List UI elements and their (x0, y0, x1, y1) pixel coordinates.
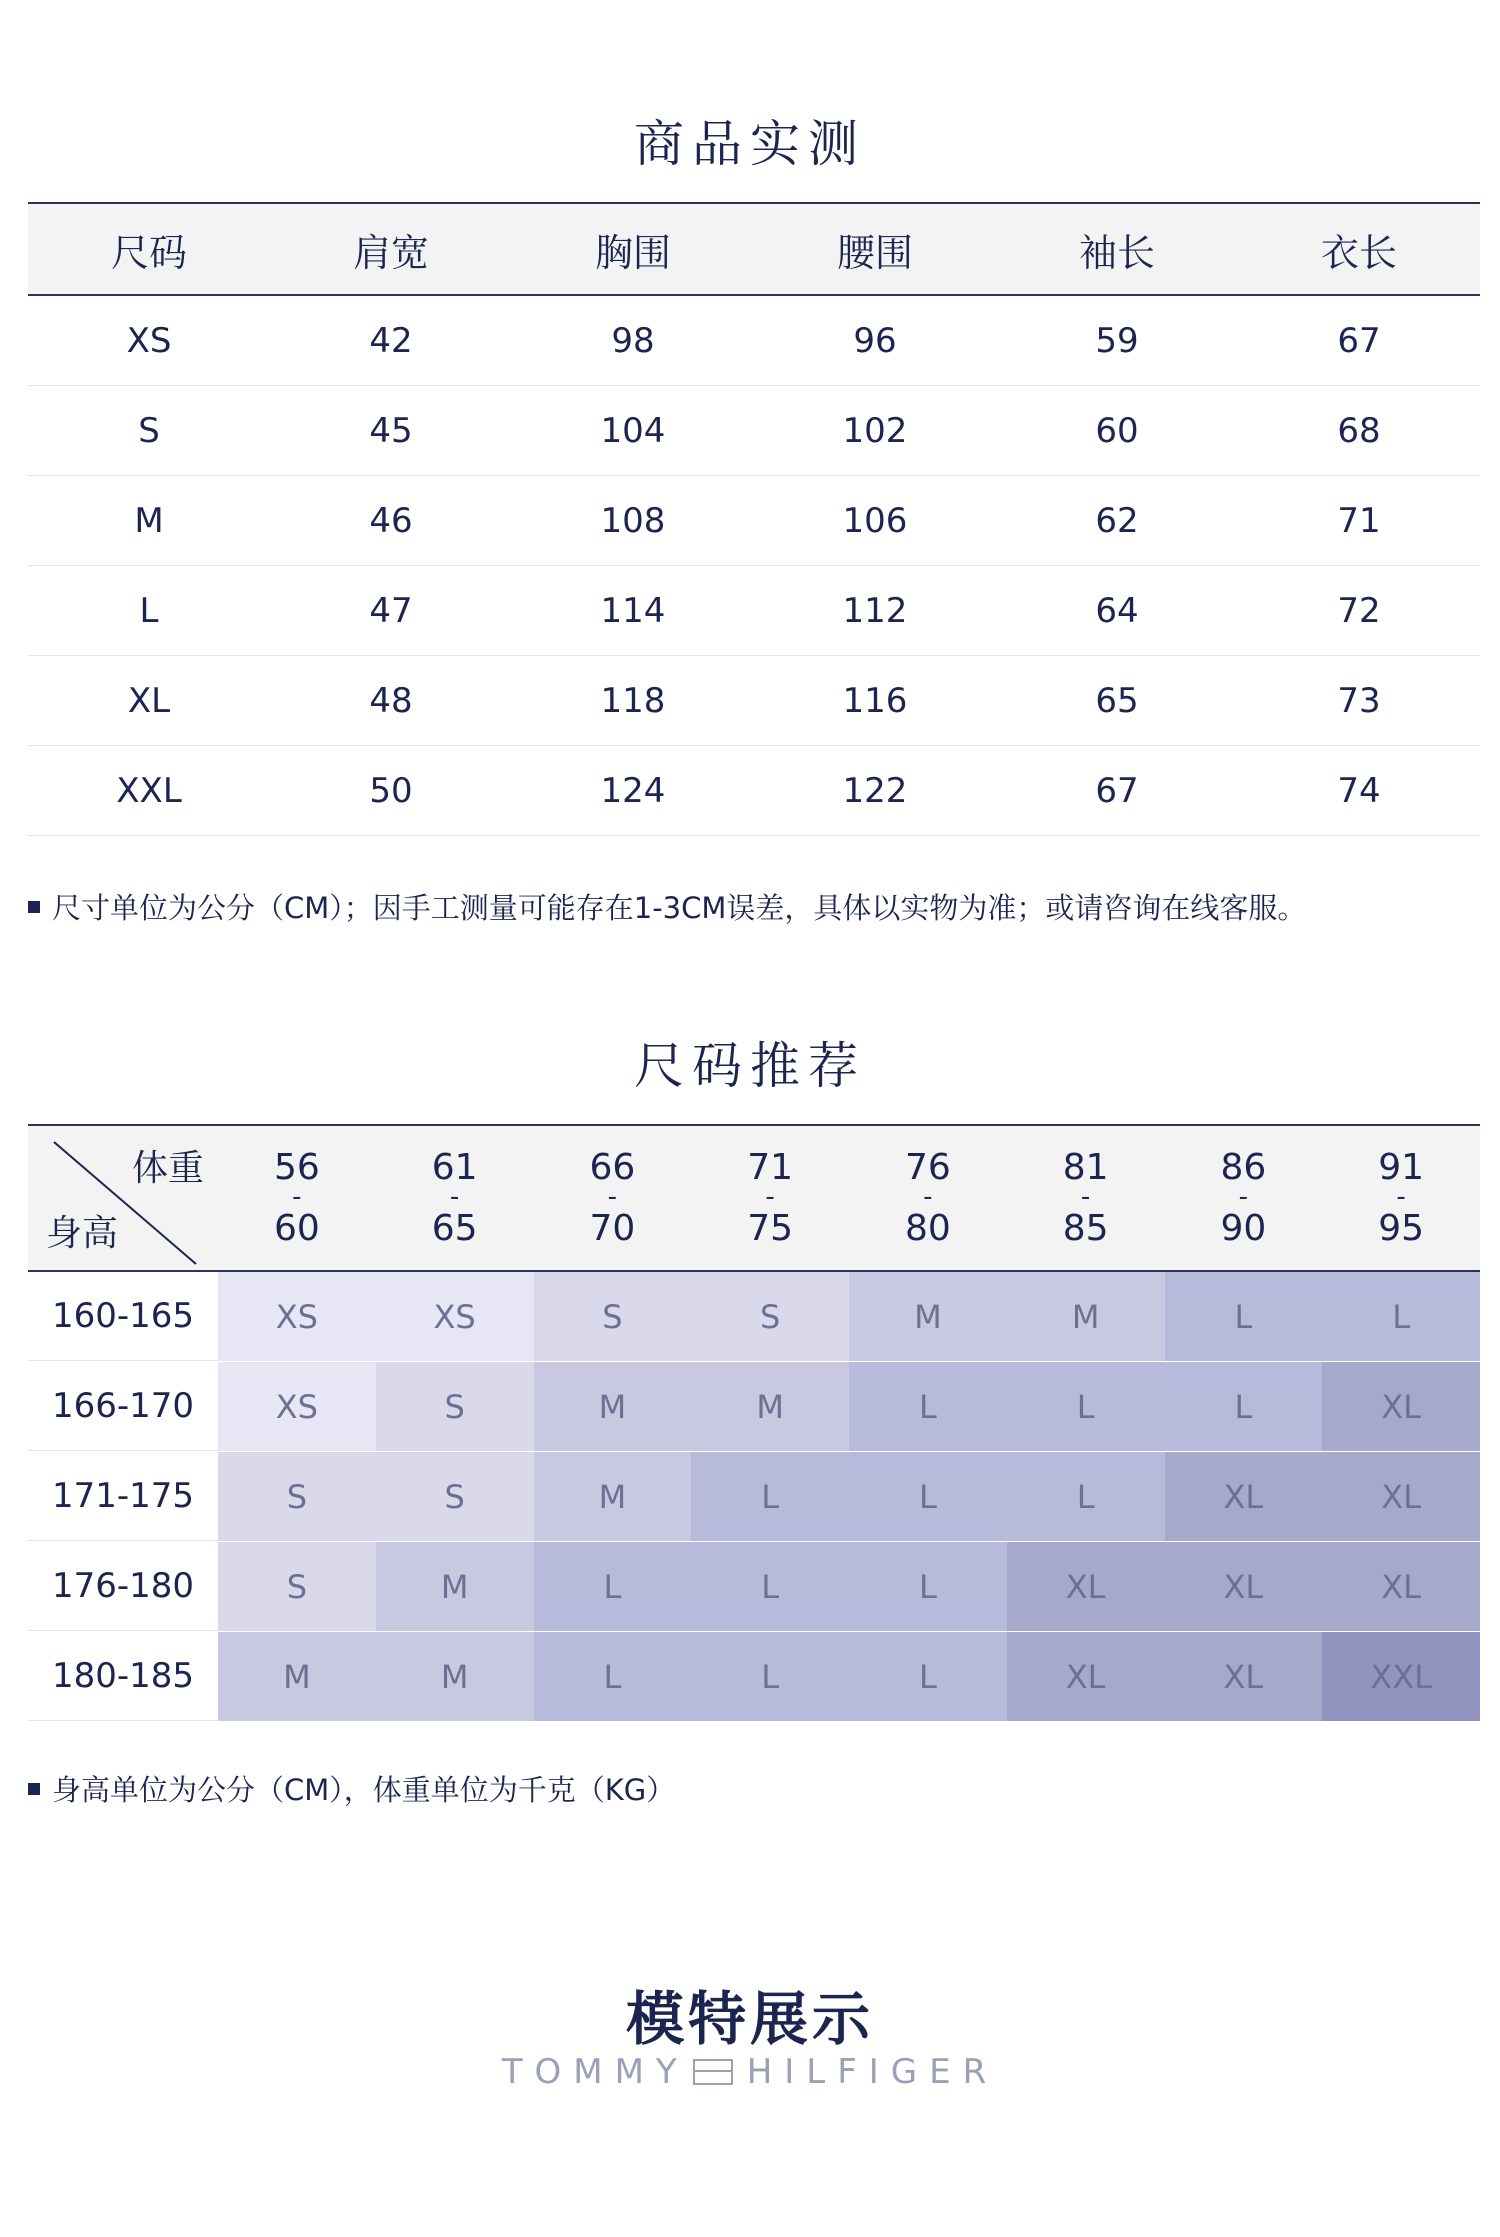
cell: 65 (1095, 680, 1139, 721)
bullet-square-icon (28, 1783, 40, 1795)
weight-dash: - (923, 1182, 933, 1213)
cell: 108 (600, 500, 666, 541)
cell: 114 (600, 590, 666, 631)
size-cell: L (849, 1362, 1007, 1451)
size-cell: L (1165, 1272, 1323, 1361)
weight-range (218, 1126, 376, 1270)
header-length: 衣长 (1320, 230, 1397, 275)
weight-max: 60 (273, 1207, 320, 1249)
height-range-label: 176-180 (28, 1542, 218, 1631)
cell: XL (127, 680, 171, 721)
weight-dash: - (1080, 1182, 1091, 1213)
measurement-note (28, 886, 1306, 927)
weight-dash: - (1238, 1182, 1249, 1213)
table-row (28, 476, 1480, 566)
cell: 60 (1095, 410, 1139, 451)
size-cell: XL (1322, 1452, 1480, 1541)
weight-max: 70 (589, 1207, 636, 1249)
brand-left-text: TOMMY (501, 2052, 689, 2092)
weight-max: 80 (904, 1207, 951, 1249)
table-row (28, 1362, 1480, 1452)
cell: 73 (1337, 680, 1381, 721)
cell: 72 (1337, 590, 1381, 631)
size-cell: L (1165, 1362, 1323, 1451)
weight-max: 90 (1220, 1207, 1267, 1249)
size-cell: M (376, 1632, 534, 1721)
cell: XXL (116, 770, 182, 811)
size-cell: M (1007, 1272, 1165, 1361)
size-cell: L (691, 1452, 849, 1541)
size-cell: S (691, 1272, 849, 1361)
bullet-square-icon (28, 901, 40, 913)
cell: 116 (842, 680, 908, 721)
size-cell: XL (1165, 1632, 1323, 1721)
height-range-label: 166-170 (28, 1362, 218, 1451)
weight-min: 71 (747, 1146, 794, 1188)
header-size: 尺码 (110, 230, 187, 275)
cell: XS (126, 320, 172, 361)
weight-range (1007, 1126, 1165, 1270)
size-cell: XL (1165, 1542, 1323, 1631)
table-row (28, 386, 1480, 476)
height-range-label: 160-165 (28, 1272, 218, 1361)
size-cell: L (691, 1542, 849, 1631)
size-cell: L (691, 1632, 849, 1721)
size-cell: XS (218, 1362, 376, 1451)
size-cell: L (1322, 1272, 1480, 1361)
header-waist: 腰围 (836, 230, 913, 275)
cell: 122 (842, 770, 908, 811)
cell: 124 (600, 770, 666, 811)
measurement-title: 商品实测 (634, 115, 866, 173)
weight-range (849, 1126, 1007, 1270)
size-cell: L (849, 1632, 1007, 1721)
cell: 67 (1337, 320, 1381, 361)
size-cell: L (1007, 1452, 1165, 1541)
weight-min: 66 (589, 1146, 636, 1188)
size-cell: XL (1165, 1452, 1323, 1541)
size-cell: M (534, 1452, 692, 1541)
size-cell: S (218, 1542, 376, 1631)
weight-min: 81 (1062, 1146, 1109, 1188)
table-row (28, 1542, 1480, 1632)
weight-dash: - (607, 1182, 618, 1213)
weight-range (1165, 1126, 1323, 1270)
weight-range (1322, 1126, 1480, 1270)
height-range-label: 180-185 (28, 1632, 218, 1721)
weight-dash: - (292, 1182, 302, 1213)
weight-max: 85 (1062, 1207, 1109, 1249)
brand-logo (0, 2052, 1500, 2092)
recommend-title: 尺码推荐 (634, 1037, 866, 1095)
table-row (28, 296, 1480, 386)
corner-weight-label: 体重 (131, 1148, 204, 1189)
measurement-table (28, 202, 1480, 836)
weight-max: 95 (1378, 1207, 1425, 1249)
size-cell: M (534, 1362, 692, 1451)
size-cell: S (218, 1452, 376, 1541)
cell: 68 (1337, 410, 1381, 451)
size-cell: S (376, 1362, 534, 1451)
measurement-header-row (28, 202, 1480, 296)
cell: 118 (600, 680, 666, 721)
cell: 104 (600, 410, 666, 451)
cell: 50 (369, 770, 413, 811)
size-cell: S (376, 1452, 534, 1541)
cell: 74 (1337, 770, 1381, 811)
weight-range (691, 1126, 849, 1270)
cell: 64 (1095, 590, 1139, 631)
cell: S (138, 410, 160, 451)
cell: 98 (611, 320, 655, 361)
cell: 62 (1095, 500, 1139, 541)
flag-icon (693, 2059, 733, 2085)
header-sleeve: 袖长 (1078, 230, 1155, 275)
size-recommend-grid (28, 1124, 1480, 1722)
cell: 47 (369, 590, 413, 631)
weight-min: 91 (1378, 1146, 1425, 1188)
size-cell: M (376, 1542, 534, 1631)
table-row (28, 1632, 1480, 1722)
cell: 112 (842, 590, 908, 631)
table-row (28, 746, 1480, 836)
corner-height-label: 身高 (46, 1213, 119, 1254)
weight-min: 56 (273, 1146, 320, 1188)
measurement-note-text: 尺寸单位为公分（CM）；因手工测量可能存在1-3CM误差，具体以实物为准；或请咨询在线客服。 (52, 891, 1307, 925)
model-title: 模特展示 (625, 1985, 874, 2053)
weight-dash: - (449, 1182, 460, 1213)
weight-range (376, 1126, 534, 1270)
size-cell: XS (376, 1272, 534, 1361)
cell: 59 (1095, 320, 1139, 361)
size-cell: M (218, 1632, 376, 1721)
height-range-label: 171-175 (28, 1452, 218, 1541)
size-cell: M (691, 1362, 849, 1451)
weight-min: 86 (1220, 1146, 1267, 1188)
size-cell: S (534, 1272, 692, 1361)
cell: 67 (1095, 770, 1139, 811)
corner-cell (28, 1126, 218, 1270)
cell: 42 (369, 320, 413, 361)
size-cell: XL (1322, 1362, 1480, 1451)
recommend-note-text: 身高单位为公分（CM），体重单位为千克（KG） (52, 1773, 676, 1807)
size-cell: XL (1007, 1632, 1165, 1721)
cell: 71 (1337, 500, 1381, 541)
cell: 48 (369, 680, 413, 721)
weight-header-row (28, 1124, 1480, 1272)
size-cell: XS (218, 1272, 376, 1361)
weight-max: 75 (747, 1207, 794, 1249)
size-cell: XXL (1322, 1632, 1480, 1721)
cell: 96 (853, 320, 897, 361)
weight-range (534, 1126, 692, 1270)
recommend-note (28, 1768, 675, 1809)
header-chest: 胸围 (594, 230, 671, 275)
size-cell: L (534, 1632, 692, 1721)
size-cell: L (1007, 1362, 1165, 1451)
cell: 102 (842, 410, 908, 451)
size-cell: M (849, 1272, 1007, 1361)
size-cell: L (849, 1452, 1007, 1541)
header-shoulder: 肩宽 (352, 230, 429, 275)
size-cell: XL (1322, 1542, 1480, 1631)
size-cell: XL (1007, 1542, 1165, 1631)
table-row (28, 1452, 1480, 1542)
weight-dash: - (765, 1182, 775, 1213)
size-cell: L (849, 1542, 1007, 1631)
weight-max: 65 (431, 1207, 478, 1249)
brand-right-text: HILFIGER (746, 2052, 999, 2092)
table-row (28, 566, 1480, 656)
cell: M (134, 500, 164, 541)
cell: 106 (842, 500, 908, 541)
cell: 46 (369, 500, 413, 541)
weight-min: 76 (904, 1146, 951, 1188)
weight-dash: - (1396, 1182, 1406, 1213)
size-cell: L (534, 1542, 692, 1631)
weight-min: 61 (431, 1146, 478, 1188)
cell: 45 (369, 410, 413, 451)
table-row (28, 656, 1480, 746)
table-row (28, 1272, 1480, 1362)
cell: L (139, 590, 159, 631)
